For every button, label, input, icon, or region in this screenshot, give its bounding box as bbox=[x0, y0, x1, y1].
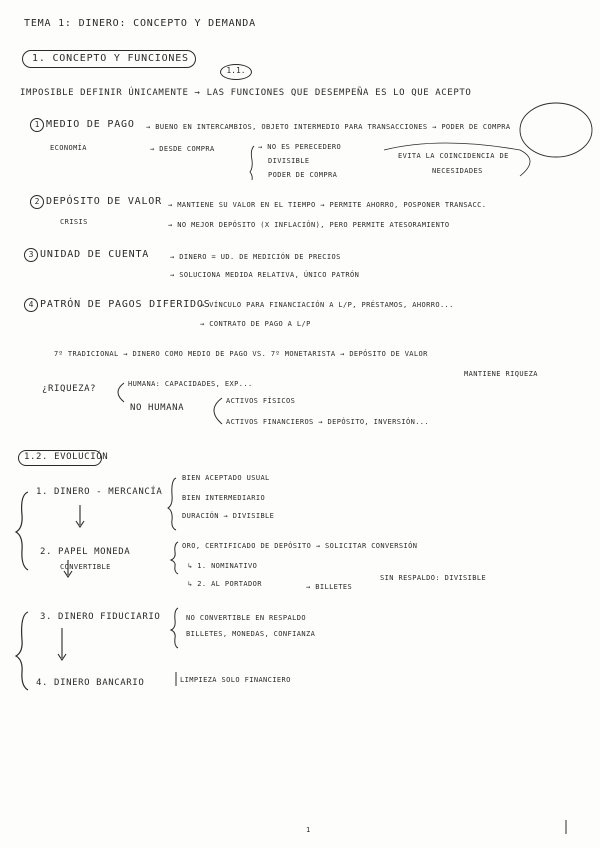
function-2-line1: → MANTIENE SU VALOR EN EL TIEMPO → PERMITE AHORRO, POSPONER TRANSACC. bbox=[168, 201, 487, 209]
function-1-line2: → DESDE COMPRA bbox=[150, 145, 215, 153]
function-1-line1: → BUENO EN INTERCAMBIOS, OBJETO INTERMEDIO PARA TRANSACCIONES → PODER DE COMPRA bbox=[146, 123, 511, 131]
intro-text: IMPOSIBLE DEFINIR ÚNICAMENTE → LAS FUNCIONES QUE DESEMPEÑA ES LO QUE ACEPTO bbox=[20, 88, 472, 98]
function-3-line2: → SOLUCIONA MEDIDA RELATIVA, ÚNICO PATRÓN bbox=[170, 271, 360, 279]
stage-3-note-2: BILLETES, MONEDAS, CONFIANZA bbox=[186, 630, 316, 638]
function-4-line1: → VÍNCULO PARA FINANCIACIÓN A L/P, PRÉSTAMOS, AHORRO... bbox=[200, 301, 454, 309]
function-2-line2: → NO MEJOR DEPÓSITO (X INFLACIÓN), PERO PERMITE ATESORAMIENTO bbox=[168, 221, 450, 229]
riqueza-activos-fisicos: ACTIVOS FÍSICOS bbox=[226, 397, 296, 405]
section-1-title: 1. CONCEPTO Y FUNCIONES bbox=[32, 53, 189, 64]
stage-2-note-5: SIN RESPALDO: DIVISIBLE bbox=[380, 574, 487, 582]
function-2-title: DEPÓSITO DE VALOR bbox=[46, 196, 162, 207]
section-2-title: 1.2. EVOLUCIÓN bbox=[24, 452, 109, 462]
riqueza-no-humana: NO HUMANA bbox=[130, 403, 185, 413]
function-3-line1: → DINERO = UD. DE MEDICIÓN DE PRECIOS bbox=[170, 253, 341, 261]
function-2-side: CRISIS bbox=[60, 218, 88, 226]
riqueza-activos-financieros: ACTIVOS FINANCIEROS → DEPÓSITO, INVERSIÓN... bbox=[226, 418, 430, 426]
stage-2-note-1: ORO, CERTIFICADO DE DEPÓSITO → SOLICITAR CONVERSIÓN bbox=[182, 542, 418, 550]
stage-1-title: 1. DINERO - MERCANCÍA bbox=[36, 487, 163, 497]
stage-1-note-2: BIEN INTERMEDIARIO bbox=[182, 494, 266, 502]
stage-2-title-2: CONVERTIBLE bbox=[60, 563, 111, 571]
riqueza-question: ¿RIQUEZA? bbox=[42, 384, 97, 394]
comparison-line: 7º TRADICIONAL → DINERO COMO MEDIO DE PAGO VS. 7º MONETARISTA → DEPÓSITO DE VALOR bbox=[54, 350, 428, 358]
riqueza-humana: HUMANA: CAPACIDADES, EXP... bbox=[128, 380, 253, 388]
stage-1-note-3: DURACIÓN → DIVISIBLE bbox=[182, 512, 275, 520]
stage-2-note-2: ↳ 1. NOMINATIVO bbox=[188, 562, 258, 570]
page-mark: 1 bbox=[306, 826, 311, 834]
stage-2-title: 2. PAPEL MONEDA bbox=[40, 547, 131, 557]
function-1-note-2: NECESIDADES bbox=[432, 167, 483, 175]
function-1-bullet-2: DIVISIBLE bbox=[268, 157, 310, 165]
stage-2-note-3: ↳ 2. AL PORTADOR bbox=[188, 580, 262, 588]
function-1-bullet-3: PODER DE COMPRA bbox=[268, 171, 338, 179]
comparison-note: MANTIENE RIQUEZA bbox=[464, 370, 538, 378]
function-1-note-1: EVITA LA COINCIDENCIA DE bbox=[398, 152, 509, 160]
function-3-title: UNIDAD DE CUENTA bbox=[40, 249, 150, 260]
function-1-title: MEDIO DE PAGO bbox=[46, 119, 135, 130]
stage-1-note-1: BIEN ACEPTADO USUAL bbox=[182, 474, 270, 482]
page-title: TEMA 1: DINERO: CONCEPTO Y DEMANDA bbox=[24, 18, 256, 29]
function-1-side: ECONOMÍA bbox=[50, 144, 87, 152]
function-4-line2: → CONTRATO DE PAGO A L/P bbox=[200, 320, 311, 328]
function-4-number: 4 bbox=[24, 298, 38, 312]
function-1-number: 1 bbox=[30, 118, 44, 132]
function-1-bullet-1: → NO ES PERECEDERO bbox=[258, 143, 342, 151]
function-3-number: 3 bbox=[24, 248, 38, 262]
subsection-1-1-badge: 1.1. bbox=[220, 64, 252, 80]
stage-4-title: 4. DINERO BANCARIO bbox=[36, 678, 145, 688]
stage-2-note-4: → BILLETES bbox=[306, 583, 353, 591]
stage-3-title: 3. DINERO FIDUCIARIO bbox=[40, 612, 161, 622]
function-4-title: PATRÓN DE PAGOS DIFERIDOS bbox=[40, 299, 211, 310]
function-2-number: 2 bbox=[30, 195, 44, 209]
stage-3-note-1: NO CONVERTIBLE EN RESPALDO bbox=[186, 614, 306, 622]
stage-4-note-1: LIMPIEZA SOLO FINANCIERO bbox=[180, 676, 291, 684]
